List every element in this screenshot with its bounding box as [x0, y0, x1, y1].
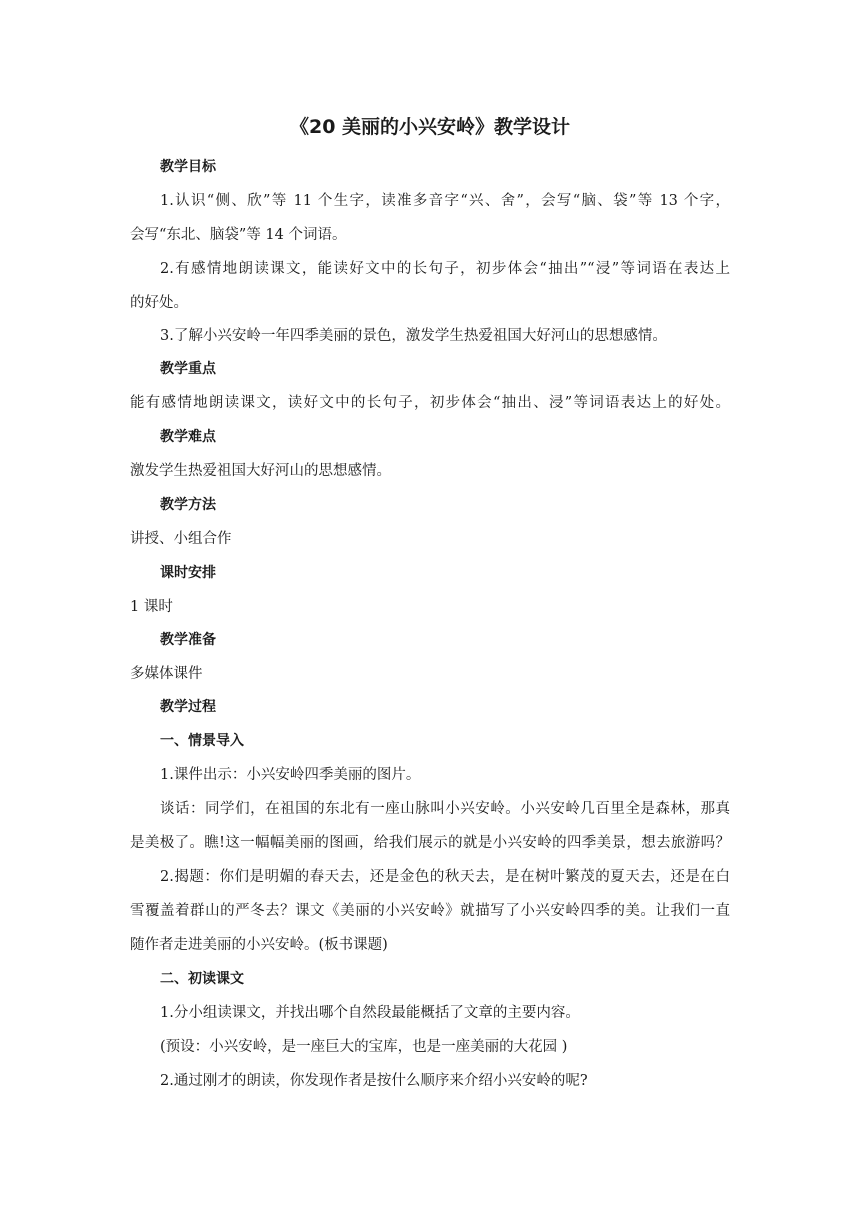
methods-text: 讲授、小组合作: [130, 531, 232, 547]
goals-item-1-line-1: 1.认识“侧、欣”等 11 个生字，读准多音字“兴、舍”，会写“脑、袋”等 13 个字，: [160, 193, 730, 209]
document-title: 《20 美丽的小兴安岭》教学设计: [289, 116, 571, 138]
section-heading-difficulties: 教学难点: [160, 429, 216, 445]
process-part1-item-2-line-2: 雪覆盖着群山的严冬去？课文《美丽的小兴安岭》就描写了小兴安岭四季的美。让我们一直: [130, 903, 730, 919]
key-points-text: 能有感情地朗读课文，读好文中的长句子，初步体会“抽出、浸”等词语表达上的好处。: [130, 395, 730, 411]
process-part1-talk-line-1: 谈话：同学们，在祖国的东北有一座山脉叫小兴安岭。小兴安岭几百里全是森林，那真: [160, 801, 730, 817]
process-part2-heading: 二、初读课文: [160, 971, 244, 987]
preparation-text: 多媒体课件: [130, 666, 203, 682]
section-heading-key-points: 教学重点: [160, 361, 216, 377]
goals-item-1-line-2: 会写“东北、脑袋”等 14 个词语。: [130, 227, 347, 243]
section-heading-schedule: 课时安排: [160, 565, 216, 581]
process-part1-talk-line-2: 是美极了。瞧!这一幅幅美丽的图画，给我们展示的就是小兴安岭的四季美景，想去旅游吗？: [130, 835, 730, 851]
process-part2-item-2: 2.通过刚才的朗读，你发现作者是按什么顺序来介绍小兴安岭的呢?: [160, 1073, 588, 1089]
process-part1-heading: 一、情景导入: [160, 733, 244, 749]
goals-item-3: 3.了解小兴安岭一年四季美丽的景色，激发学生热爱祖国大好河山的思想感情。: [160, 328, 667, 344]
goals-item-2-line-1: 2.有感情地朗读课文，能读好文中的长句子，初步体会“抽出”“浸”等词语在表达上: [160, 261, 730, 277]
section-heading-process: 教学过程: [160, 699, 216, 715]
difficulties-text: 激发学生热爱祖国大好河山的思想感情。: [130, 463, 391, 479]
process-part1-item-2-line-3: 随作者走进美丽的小兴安岭。(板书课题): [130, 937, 388, 953]
process-part2-note: (预设：小兴安岭，是一座巨大的宝库，也是一座美丽的大花园 ): [160, 1039, 568, 1055]
process-part1-item-1: 1.课件出示：小兴安岭四季美丽的图片。: [160, 767, 421, 783]
process-part1-item-2-line-1: 2.揭题：你们是明媚的春天去，还是金色的秋天去，是在树叶繁茂的夏天去，还是在白: [160, 869, 730, 885]
section-heading-methods: 教学方法: [160, 497, 216, 513]
process-part2-item-1: 1.分小组读课文，并找出哪个自然段最能概括了文章的主要内容。: [160, 1005, 580, 1021]
section-heading-goals: 教学目标: [160, 159, 216, 175]
goals-item-2-line-2: 的好处。: [130, 295, 188, 311]
schedule-text: 1 课时: [130, 599, 173, 615]
section-heading-preparation: 教学准备: [160, 632, 216, 648]
